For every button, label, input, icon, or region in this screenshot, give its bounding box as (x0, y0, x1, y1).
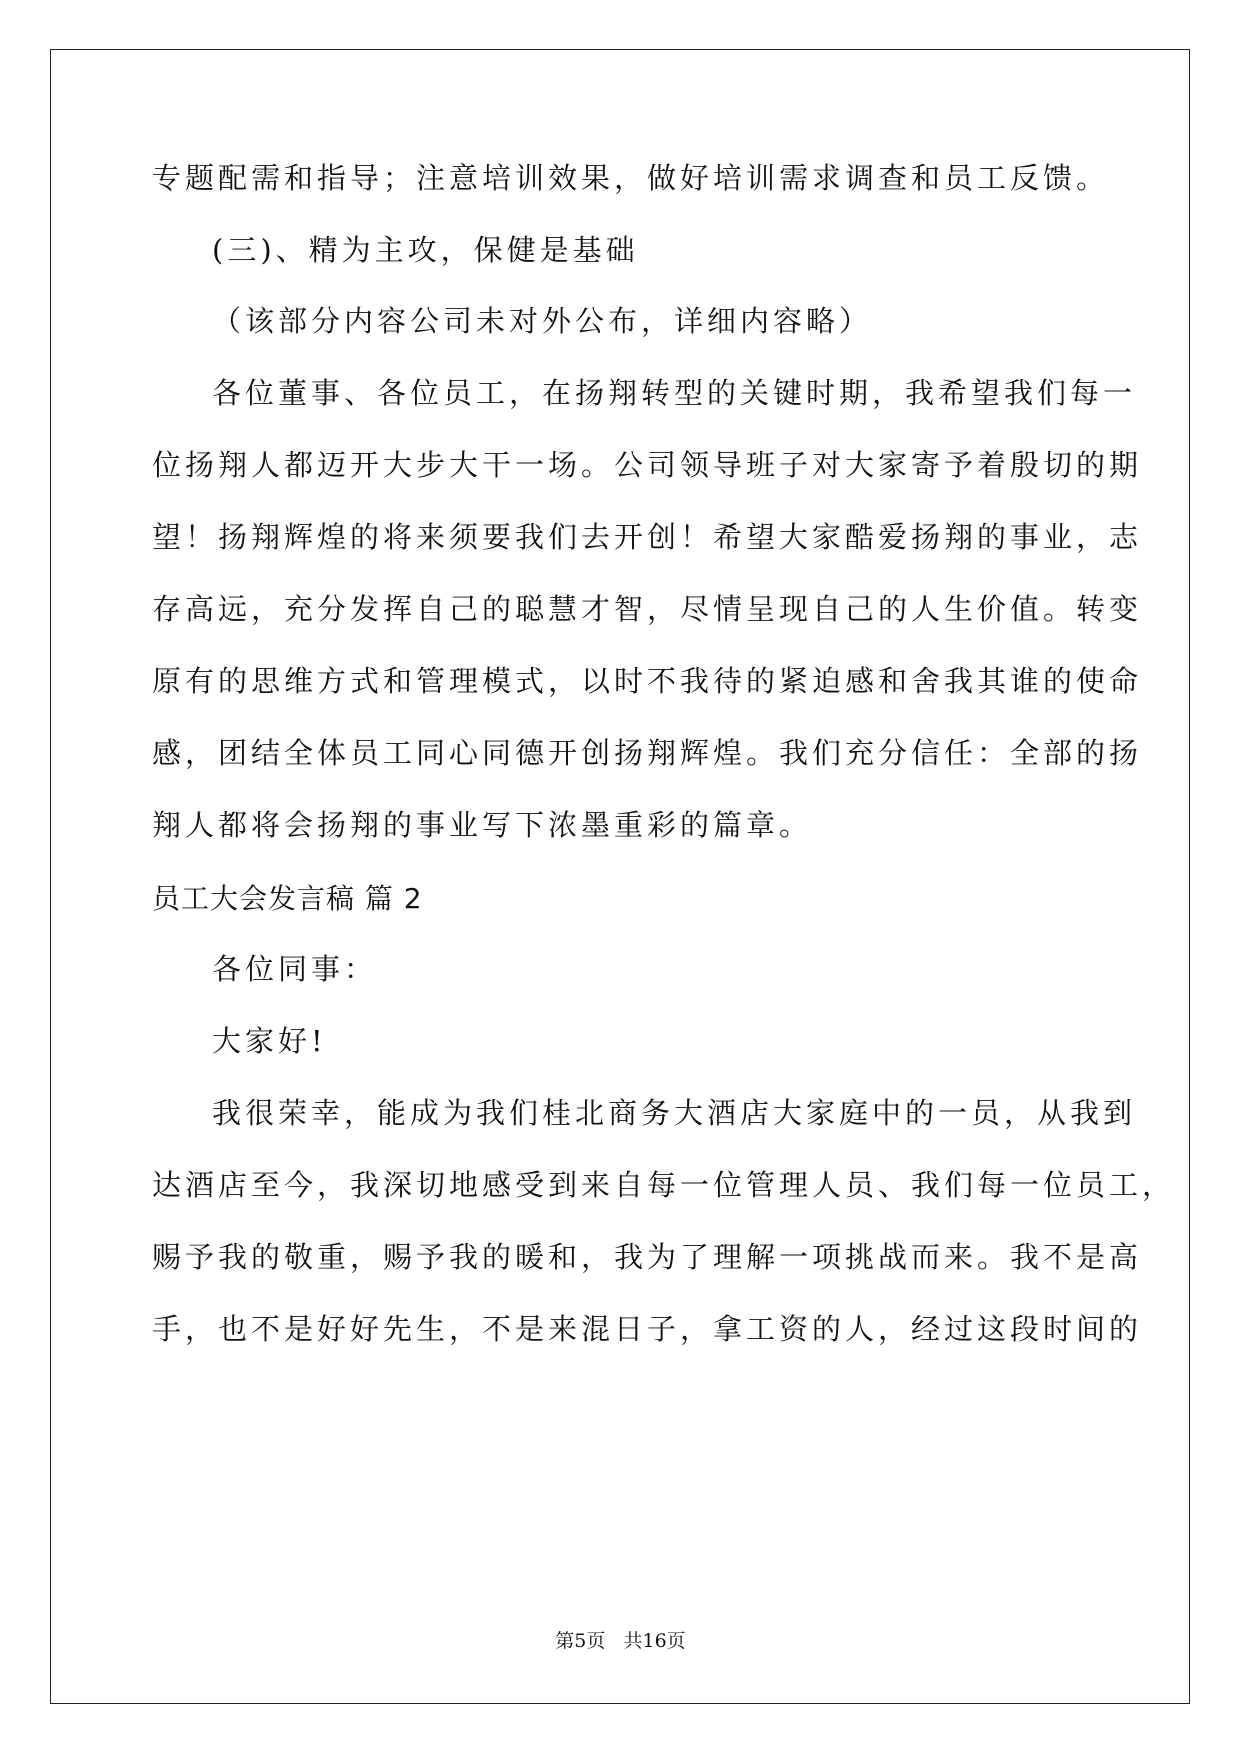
body-line: 手，也不是好好先生，不是来混日子，拿工资的人，经过这段时间的 (152, 1312, 1143, 1346)
salutation: 各位同事： (212, 952, 378, 986)
greeting: 大家好! (212, 1024, 327, 1058)
body-line: 原有的思维方式和管理模式，以时不我待的紧迫感和舍我其谁的使命 (152, 664, 1143, 698)
section-heading: (三)、精为主攻，保健是基础 (212, 233, 639, 267)
body-line: 达酒店至今，我深切地感受到来自每一位管理人员、我们每一位员工， (152, 1168, 1176, 1202)
body-line: 望！扬翔辉煌的将来须要我们去开创！希望大家酷爱扬翔的事业，志 (152, 520, 1143, 554)
body-line: （该部分内容公司未对外公布，详细内容略） (212, 304, 873, 338)
paragraph-start: 我很荣幸，能成为我们桂北商务大酒店大家庭中的一员，从我到 (212, 1096, 1137, 1130)
body-line: 翔人都将会扬翔的事业写下浓墨重彩的篇章。 (152, 808, 813, 842)
body-line: 赐予我的敬重，赐予我的暖和，我为了理解一项挑战而来。我不是高 (152, 1240, 1143, 1274)
page-number-footer: 第5页 共16页 (555, 1630, 686, 1652)
body-line: 感，团结全体员工同心同德开创扬翔辉煌。我们充分信任：全部的扬 (152, 736, 1143, 770)
body-line: 位扬翔人都迈开大步大干一场。公司领导班子对大家寄予着殷切的期 (152, 448, 1143, 482)
body-line: 存高远，充分发挥自己的聪慧才智，尽情呈现自己的人生价值。转变 (152, 592, 1143, 626)
article-title: 员工大会发言稿 篇 2 (152, 882, 423, 915)
paragraph-start: 各位董事、各位员工，在扬翔转型的关键时期，我希望我们每一 (212, 376, 1137, 410)
body-line: 专题配需和指导；注意培训效果，做好培训需求调查和员工反馈。 (152, 161, 1110, 195)
